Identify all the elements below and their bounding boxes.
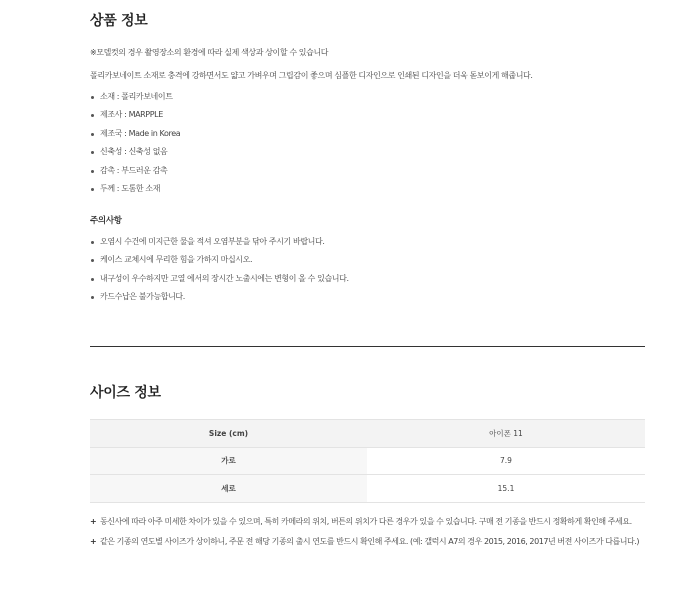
spec-item-elasticity: 신축성 : 신축성 없음 [90, 143, 180, 161]
size-table [90, 419, 645, 503]
size-note-item [90, 532, 639, 552]
size-note-text: 같은 기종의 연도별 사이즈가 상이하니, 주문 전 해당 기종의 출시 연도를 반드시 확인해 주세요. (예: 갤럭시 A7의 경우 2015, 2016, 2017년 버전 사이즈가 다릅니다.) [100, 537, 640, 546]
caution-item: 카드수납은 불가능합니다. [90, 288, 349, 306]
size-table-row-value: 15.1 [367, 475, 645, 503]
plus-icon: + [90, 537, 97, 546]
spec-item-manufacturer: 제조사 : MARPPLE [90, 106, 180, 124]
spec-item-thickness: 두께 : 도톰한 소재 [90, 180, 180, 198]
size-note-text: 동신사에 따라 아주 미세한 차이가 있을 수 있으며, 특히 카메라의 위치, 버튼의 위치가 다른 경우가 있을 수 있습니다. 구매 전 기종을 반드시 정확하게 확인해 주세요. [100, 517, 632, 526]
spec-item-texture: 감촉 : 부드러운 감촉 [90, 162, 180, 180]
table-row [90, 475, 645, 503]
plus-icon: + [90, 517, 97, 526]
product-info-title: 상품 정보 [90, 13, 148, 29]
section-divider [90, 346, 645, 347]
spec-item-material: 소재 : 폴리카보네이트 [90, 88, 180, 106]
size-table-row-label: 가로 [90, 447, 367, 475]
spec-list [90, 88, 180, 198]
size-table-header-label: Size (cm) [90, 420, 367, 448]
size-table-header-row [90, 420, 645, 448]
size-table-row-label: 세로 [90, 475, 367, 503]
size-note-item [90, 512, 639, 532]
product-description: 폴리카보네이트 소재로 충격에 강하면서도 얇고 가벼우며 그립감이 좋으며 심플한 디자인으로 인쇄된 디자인을 더욱 돋보이게 해줍니다. [90, 71, 533, 80]
spec-item-origin: 제조국 : Made in Korea [90, 125, 180, 143]
caution-item: 케이스 교체시에 무리한 힘을 가하지 마십시오. [90, 251, 349, 269]
size-info-title: 사이즈 정보 [90, 385, 161, 401]
size-table-header-model: 아이폰 11 [367, 420, 645, 448]
caution-item: 내구성이 우수하지만 고열 에서의 장시간 노출시에는 변형이 올 수 있습니다. [90, 270, 349, 288]
caution-list [90, 233, 349, 307]
caution-title: 주의사항 [90, 216, 122, 226]
size-notes [90, 512, 639, 552]
table-row [90, 447, 645, 475]
size-table-row-value: 7.9 [367, 447, 645, 475]
color-notice: ※모델컷의 경우 촬영장소의 환경에 따라 실제 색상과 상이할 수 있습니다 [90, 48, 329, 57]
caution-item: 오염시 수건에 미지근한 물을 적셔 오염부분을 닦아 주시기 바랍니다. [90, 233, 349, 251]
